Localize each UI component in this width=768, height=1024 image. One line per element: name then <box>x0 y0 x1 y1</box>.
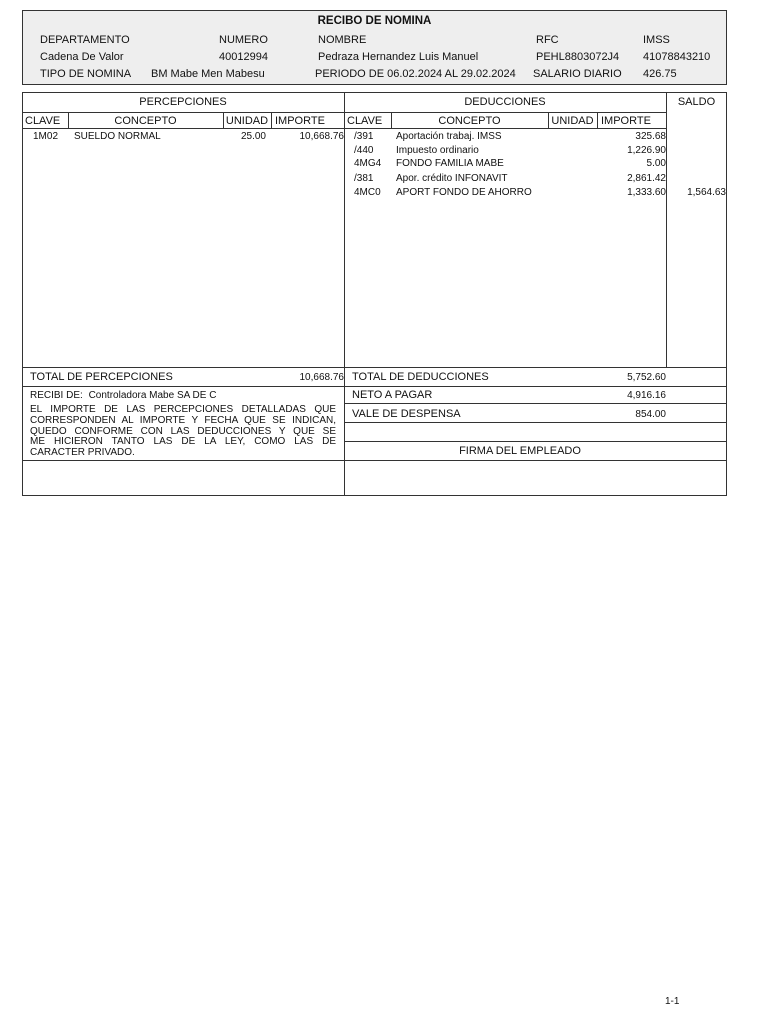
nombre-value: Pedraza Hernandez Luis Manuel <box>318 51 479 63</box>
imss-value: 41078843210 <box>643 51 711 63</box>
ded-col-concepto: CONCEPTO <box>438 115 501 127</box>
vale-despensa-value: 854.00 <box>635 409 666 420</box>
perc-col-importe: IMPORTE <box>275 115 325 127</box>
ded-importe: 1,333.60 <box>627 187 666 198</box>
perc-importe: 10,668.76 <box>299 131 344 142</box>
ded-concepto: Impuesto ordinario <box>396 145 479 156</box>
salario-diario-value: 426.75 <box>643 68 677 80</box>
legal-line: EL IMPORTE DE LAS PERCEPCIONES DETALLADAS QUE <box>30 404 336 415</box>
perc-col-unidad: UNIDAD <box>225 115 269 127</box>
firma-top-line <box>344 441 727 442</box>
ded-importe: 2,861.42 <box>627 173 666 184</box>
total-deducciones-value: 5,752.60 <box>627 372 666 383</box>
tipo-nomina-label: TIPO DE NOMINA <box>40 68 132 80</box>
ded-col-clave: CLAVE <box>347 115 383 127</box>
firma-empleado-label: FIRMA DEL EMPLEADO <box>459 445 581 457</box>
recibi-label: RECIBI DE: <box>30 390 83 401</box>
ded-clave: 4MC0 <box>354 187 381 198</box>
salario-diario-label: SALARIO DIARIO <box>533 68 622 80</box>
column-header-line <box>22 128 666 129</box>
ded-concepto: Aportación trabaj. IMSS <box>396 131 502 142</box>
saldo-title: SALDO <box>677 96 716 108</box>
perc-col-divider <box>271 112 272 128</box>
neto-pagar-label: NETO A PAGAR <box>352 389 433 401</box>
signature-bottom-line <box>22 460 727 461</box>
ded-col-importe: IMPORTE <box>601 115 651 127</box>
perc-col-clave: CLAVE <box>25 115 61 127</box>
legal-line: CARACTER PRIVADO. <box>30 447 135 459</box>
vale-despensa-label: VALE DE DESPENSA <box>352 408 461 420</box>
rfc-label: RFC <box>536 34 559 46</box>
recibi-de <box>30 390 216 401</box>
perc-concepto: SUELDO NORMAL <box>74 131 161 142</box>
totals-bottom-line <box>22 386 727 387</box>
neto-bottom-line <box>344 403 727 404</box>
departamento-label: DEPARTAMENTO <box>40 34 130 46</box>
totals-top-line <box>22 367 727 368</box>
periodo-value: PERIODO DE 06.02.2024 AL 29.02.2024 <box>315 68 516 80</box>
ded-clave: /391 <box>354 131 374 142</box>
perc-clave: 1M02 <box>33 131 59 142</box>
ded-concepto: FONDO FAMILIA MABE <box>396 158 504 169</box>
ded-importe: 5.00 <box>646 158 666 169</box>
departamento-value: Cadena De Valor <box>40 51 124 63</box>
total-percepciones-value: 10,668.76 <box>299 372 344 383</box>
deducciones-title: DEDUCCIONES <box>464 96 546 108</box>
percepciones-title: PERCEPCIONES <box>139 96 227 108</box>
recibi-company: Controladora Mabe SA DE C <box>88 390 217 401</box>
vale-bottom-line <box>344 422 727 423</box>
tipo-nomina-value: BM Mabe Men Mabesu <box>151 68 265 80</box>
neto-pagar-value: 4,916.16 <box>627 390 666 401</box>
saldo-divider <box>666 92 667 367</box>
numero-value: 40012994 <box>219 51 268 63</box>
legal-line: QUEDO CONFORME CON LAS DEDUCCIONES Y QUE SE <box>30 425 336 437</box>
total-percepciones-label: TOTAL DE PERCEPCIONES <box>30 371 173 383</box>
nombre-label: NOMBRE <box>318 34 367 46</box>
legal-text <box>30 405 336 459</box>
ded-importe: 325.68 <box>635 131 666 142</box>
ded-clave: /440 <box>354 145 374 156</box>
legal-line: CORRESPONDEN AL IMPORTE Y FECHA QUE SE INDICAN, <box>30 414 336 426</box>
perc-unidad: 25.00 <box>240 131 266 142</box>
ded-col-divider <box>597 112 598 128</box>
ded-col-unidad: UNIDAD <box>551 115 594 127</box>
legal-line: ME HICIERON TANTO LAS DE LA LEY, COMO LAS DE <box>30 436 336 448</box>
imss-label: IMSS <box>643 34 670 46</box>
ded-clave: /381 <box>354 173 374 184</box>
section-divider <box>344 92 345 496</box>
numero-label: NUMERO <box>219 34 268 46</box>
rfc-value: PEHL8803072J4 <box>536 51 620 63</box>
ded-concepto: Apor. crédito INFONAVIT <box>396 173 508 184</box>
ded-importe: 1,226.90 <box>627 145 666 156</box>
saldo-value: 1,564.63 <box>687 187 726 198</box>
ded-clave: 4MG4 <box>354 158 382 169</box>
page-number: 1-1 <box>665 996 680 1007</box>
perc-col-concepto: CONCEPTO <box>114 115 177 127</box>
total-deducciones-label: TOTAL DE DEDUCCIONES <box>352 371 489 383</box>
ded-concepto: APORT FONDO DE AHORRO <box>396 187 532 198</box>
document-title: RECIBO DE NOMINA <box>317 15 432 27</box>
title-row-line <box>22 112 666 113</box>
